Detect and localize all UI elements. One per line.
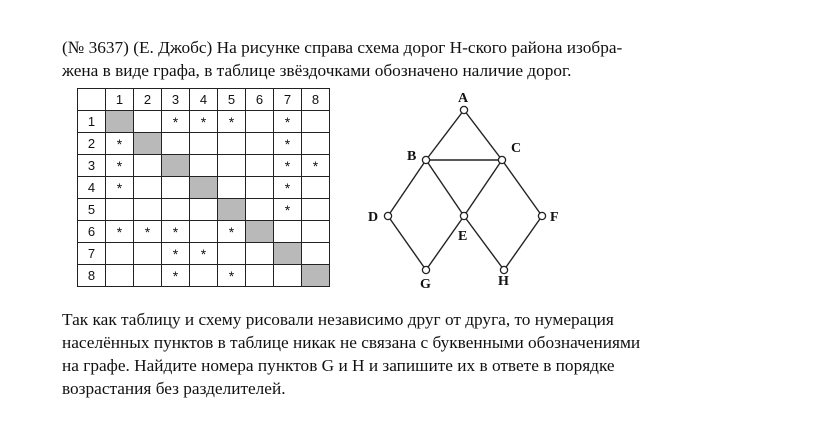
- table-cell: *: [162, 265, 190, 287]
- graph-node: [422, 266, 429, 273]
- table-cell: [190, 155, 218, 177]
- diagonal-cell: [302, 265, 330, 287]
- column-header: 6: [246, 89, 274, 111]
- table-cell: *: [106, 177, 134, 199]
- table-row: [78, 221, 330, 243]
- row-header: 5: [78, 199, 106, 221]
- table-cell: [134, 177, 162, 199]
- table-cell: *: [302, 155, 330, 177]
- table-cell: [190, 133, 218, 155]
- column-header: 7: [274, 89, 302, 111]
- row-header: 8: [78, 265, 106, 287]
- table-cell: *: [274, 133, 302, 155]
- table-cell: [106, 199, 134, 221]
- table-cell: [302, 243, 330, 265]
- adjacency-table: [77, 88, 330, 287]
- graph-nodes: [384, 106, 545, 273]
- column-header: 3: [162, 89, 190, 111]
- table-cell: [134, 111, 162, 133]
- table-cell: [134, 155, 162, 177]
- table-cell: [190, 265, 218, 287]
- table-cell: [246, 133, 274, 155]
- table-cell: [190, 221, 218, 243]
- graph-node: [422, 156, 429, 163]
- table-cell: [302, 177, 330, 199]
- table-cell: [246, 243, 274, 265]
- graph-edge: [388, 160, 426, 216]
- table-body: [78, 111, 330, 287]
- table-row: [78, 111, 330, 133]
- table-cell: [218, 133, 246, 155]
- table-row: [78, 199, 330, 221]
- graph-edges: [388, 110, 542, 270]
- graph-edge: [464, 216, 504, 270]
- graph-edge: [464, 160, 502, 216]
- table-cell: [162, 199, 190, 221]
- table-cell: [302, 199, 330, 221]
- graph-edge: [504, 216, 542, 270]
- table-cell: [302, 111, 330, 133]
- table-cell: [218, 177, 246, 199]
- table-row: [78, 177, 330, 199]
- table-cell: [134, 199, 162, 221]
- table-cell: *: [274, 199, 302, 221]
- table-cell: [274, 265, 302, 287]
- graph-edge: [426, 160, 464, 216]
- graph-node: [538, 212, 545, 219]
- table-cell: *: [274, 177, 302, 199]
- row-header: 2: [78, 133, 106, 155]
- table-cell: [190, 199, 218, 221]
- table-cell: *: [274, 155, 302, 177]
- table-cell: *: [162, 243, 190, 265]
- table-cell: [302, 221, 330, 243]
- column-header: 5: [218, 89, 246, 111]
- table-cell: [106, 265, 134, 287]
- graph-edge: [502, 160, 542, 216]
- task-question-line: населённых пунктов в таблице никак не связана с буквенными обозначениями: [62, 333, 641, 352]
- table-cell: [134, 243, 162, 265]
- table-cell: [134, 265, 162, 287]
- task-intro-line: (№ 3637) (Е. Джобс) На рисунке справа схема дорог Н-ского района изобра-: [62, 38, 623, 57]
- graph-node-label: B: [407, 149, 417, 164]
- table-row: [78, 265, 330, 287]
- table-cell: [274, 221, 302, 243]
- row-header: 4: [78, 177, 106, 199]
- graph-node-label: E: [458, 229, 468, 244]
- table-cell: *: [162, 221, 190, 243]
- column-header: 4: [190, 89, 218, 111]
- table-cell: *: [106, 155, 134, 177]
- table-row: [78, 133, 330, 155]
- table-cell: [246, 265, 274, 287]
- table-cell: *: [134, 221, 162, 243]
- table-cell: *: [274, 111, 302, 133]
- table-cell: [246, 177, 274, 199]
- diagonal-cell: [190, 177, 218, 199]
- table-cell: *: [190, 243, 218, 265]
- diagonal-cell: [218, 199, 246, 221]
- graph-node: [384, 212, 391, 219]
- table-cell: *: [106, 221, 134, 243]
- table-cell: [162, 133, 190, 155]
- table-row: [78, 155, 330, 177]
- graph-node: [498, 156, 505, 163]
- graph-node: [460, 106, 467, 113]
- graph-edge: [426, 110, 464, 160]
- table-row: [78, 243, 330, 265]
- row-header: 6: [78, 221, 106, 243]
- table-cell: [218, 243, 246, 265]
- table-cell: *: [190, 111, 218, 133]
- row-header: 3: [78, 155, 106, 177]
- table-cell: *: [162, 111, 190, 133]
- task-question: [62, 308, 762, 400]
- graph-edge: [464, 110, 502, 160]
- diagonal-cell: [274, 243, 302, 265]
- table-header-row: [78, 89, 330, 111]
- diagonal-cell: [162, 155, 190, 177]
- row-header: 7: [78, 243, 106, 265]
- table-cell: *: [218, 265, 246, 287]
- column-header: 8: [302, 89, 330, 111]
- graph-node-label: D: [368, 210, 379, 225]
- table-cell: *: [218, 221, 246, 243]
- row-header: 1: [78, 111, 106, 133]
- task-question-line: возрастания без разделителей.: [62, 379, 286, 398]
- graph-node-label: G: [420, 277, 431, 292]
- graph-node-label: C: [511, 141, 522, 156]
- graph-node-label: H: [498, 274, 509, 289]
- diagonal-cell: [106, 111, 134, 133]
- table-cell: [302, 133, 330, 155]
- task-intro-line: жена в виде графа, в таблице звёздочками обозначено наличие дорог.: [62, 61, 572, 80]
- graph-node-label: F: [550, 210, 559, 225]
- column-header: 2: [134, 89, 162, 111]
- graph-node: [460, 212, 467, 219]
- graph-edge: [388, 216, 426, 270]
- graph-node: [500, 266, 507, 273]
- table-cell: [246, 155, 274, 177]
- table-cell: [246, 111, 274, 133]
- column-header: 1: [106, 89, 134, 111]
- table-cell: [246, 199, 274, 221]
- diagonal-cell: [246, 221, 274, 243]
- table-cell: [106, 243, 134, 265]
- graph-labels: [368, 91, 559, 292]
- task-question-line: Так как таблицу и схему рисовали независимо друг от друга, то нумерация: [62, 310, 614, 329]
- table-cell: *: [218, 111, 246, 133]
- diagonal-cell: [134, 133, 162, 155]
- table-cell: [218, 155, 246, 177]
- task-question-line: на графе. Найдите номера пунктов G и H и запишите их в ответе в порядке: [62, 356, 615, 375]
- table-cell: *: [106, 133, 134, 155]
- task-intro: [62, 36, 762, 82]
- graph-node-label: A: [458, 91, 469, 106]
- road-graph: [360, 86, 580, 298]
- table-corner-cell: [78, 89, 106, 111]
- table-cell: [162, 177, 190, 199]
